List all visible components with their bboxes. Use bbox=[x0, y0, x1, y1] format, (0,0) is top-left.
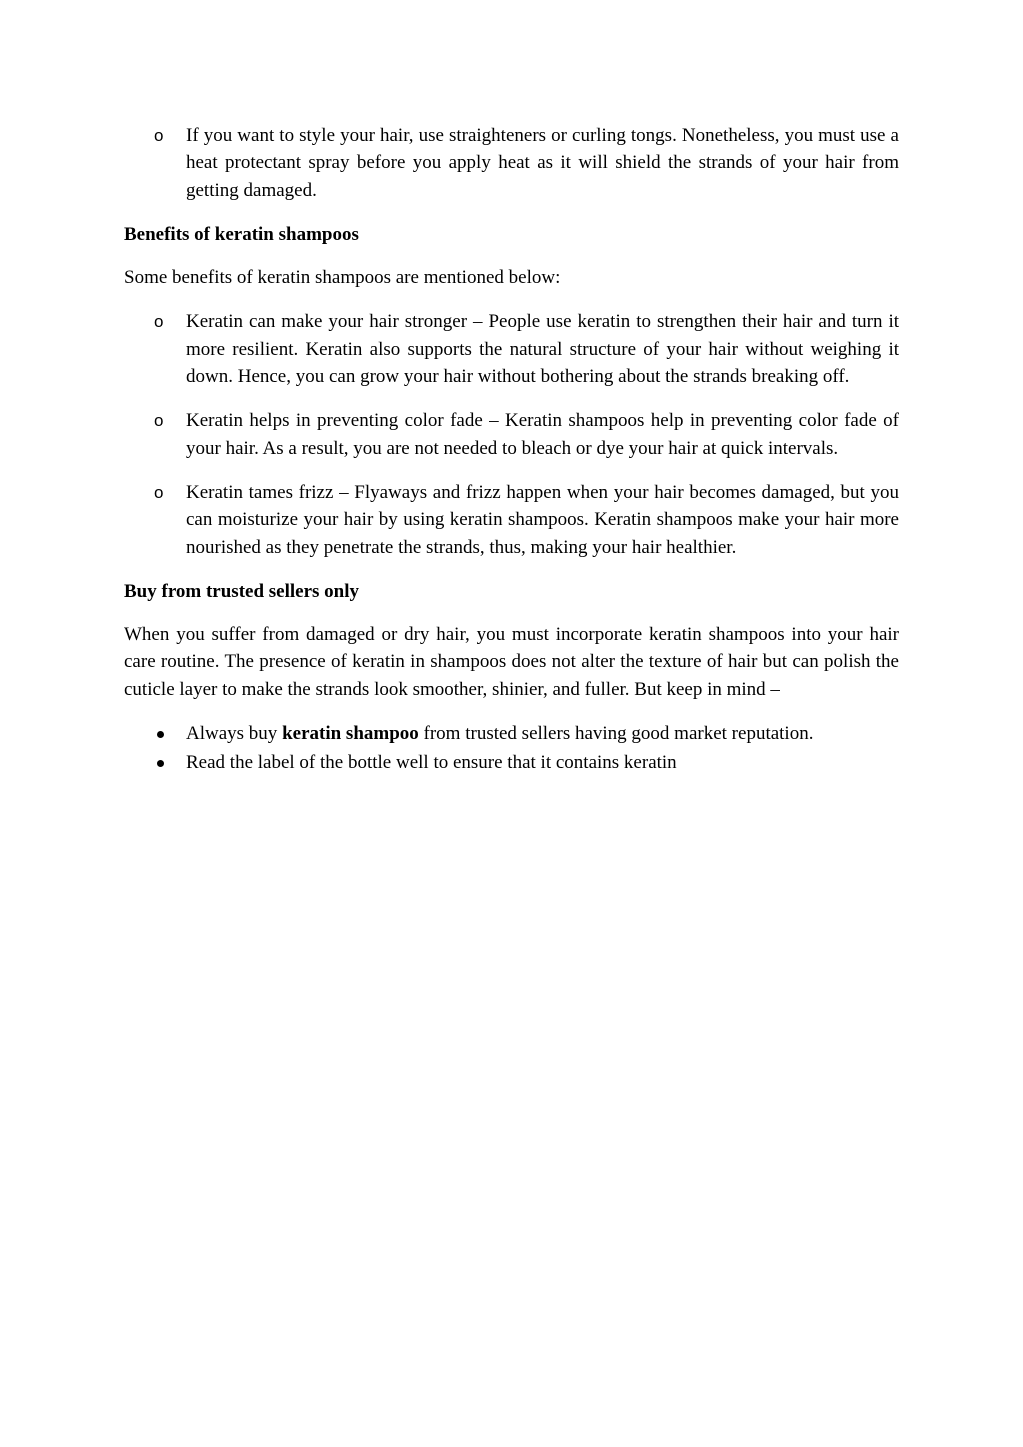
bullet-text-after: from trusted sellers having good market reputation. bbox=[418, 723, 814, 745]
hollow-bullet-icon: o bbox=[154, 126, 164, 145]
list-item bbox=[124, 749, 899, 776]
bullet-dot-icon bbox=[157, 760, 164, 767]
benefits-list bbox=[124, 308, 899, 560]
bullet-text-before: Read the label of the bottle well to ensure that it contains keratin bbox=[186, 752, 677, 774]
sellers-paragraph: When you suffer from damaged or dry hair, you must incorporate keratin shampoos into your hair care routine. The presence of keratin in shampoos does not alter the texture of hair but can polish the cuticle layer to make the strands look smoother, shinier, and fuller. But keep in mind – bbox=[124, 624, 899, 700]
section-heading-sellers: Buy from trusted sellers only bbox=[124, 580, 360, 602]
list-item-text: Keratin helps in preventing color fade – Keratin shampoos help in preventing color fade of your hair. As a result, you are not needed to bleach or dye your hair at quick intervals. bbox=[186, 410, 899, 459]
list-item bbox=[124, 122, 899, 204]
sellers-bullet-list bbox=[124, 720, 899, 777]
list-item bbox=[124, 720, 899, 747]
bullet-text-bold: keratin shampoo bbox=[282, 723, 419, 745]
list-item bbox=[124, 308, 899, 390]
bullet-text-before: Always buy bbox=[186, 723, 283, 745]
list-item bbox=[124, 407, 899, 462]
benefits-intro: Some benefits of keratin shampoos are mentioned below: bbox=[124, 267, 561, 289]
document-page bbox=[124, 122, 899, 779]
section-heading-benefits: Benefits of keratin shampoos bbox=[124, 223, 359, 245]
hollow-bullet-icon: o bbox=[154, 411, 164, 431]
hollow-bullet-icon: o bbox=[154, 482, 164, 502]
list-item bbox=[124, 479, 899, 561]
hollow-bullet-icon: o bbox=[154, 312, 164, 332]
list-item-text: If you want to style your hair, use straighteners or curling tongs. Nonetheless, you must use a heat protectant spray before you apply heat as it will shield the strands of your hair from getting damaged. bbox=[186, 125, 899, 201]
list-item-text: Keratin tames frizz – Flyaways and frizz happen when your hair becomes damaged, but you can moisturize your hair by using keratin shampoos. Keratin shampoos make your hair more nourished as they penetrate the strands, thus, making your hair healthier. bbox=[186, 481, 899, 558]
list-item-text: Keratin can make your hair stronger – People use keratin to strengthen their hair and turn it more resilient. Keratin also supports the natural structure of your hair without weighing it down. Hence, you can grow your hair without bothering about the strands breaking off. bbox=[186, 311, 899, 388]
bullet-dot-icon bbox=[157, 731, 164, 738]
intro-list bbox=[124, 122, 899, 204]
